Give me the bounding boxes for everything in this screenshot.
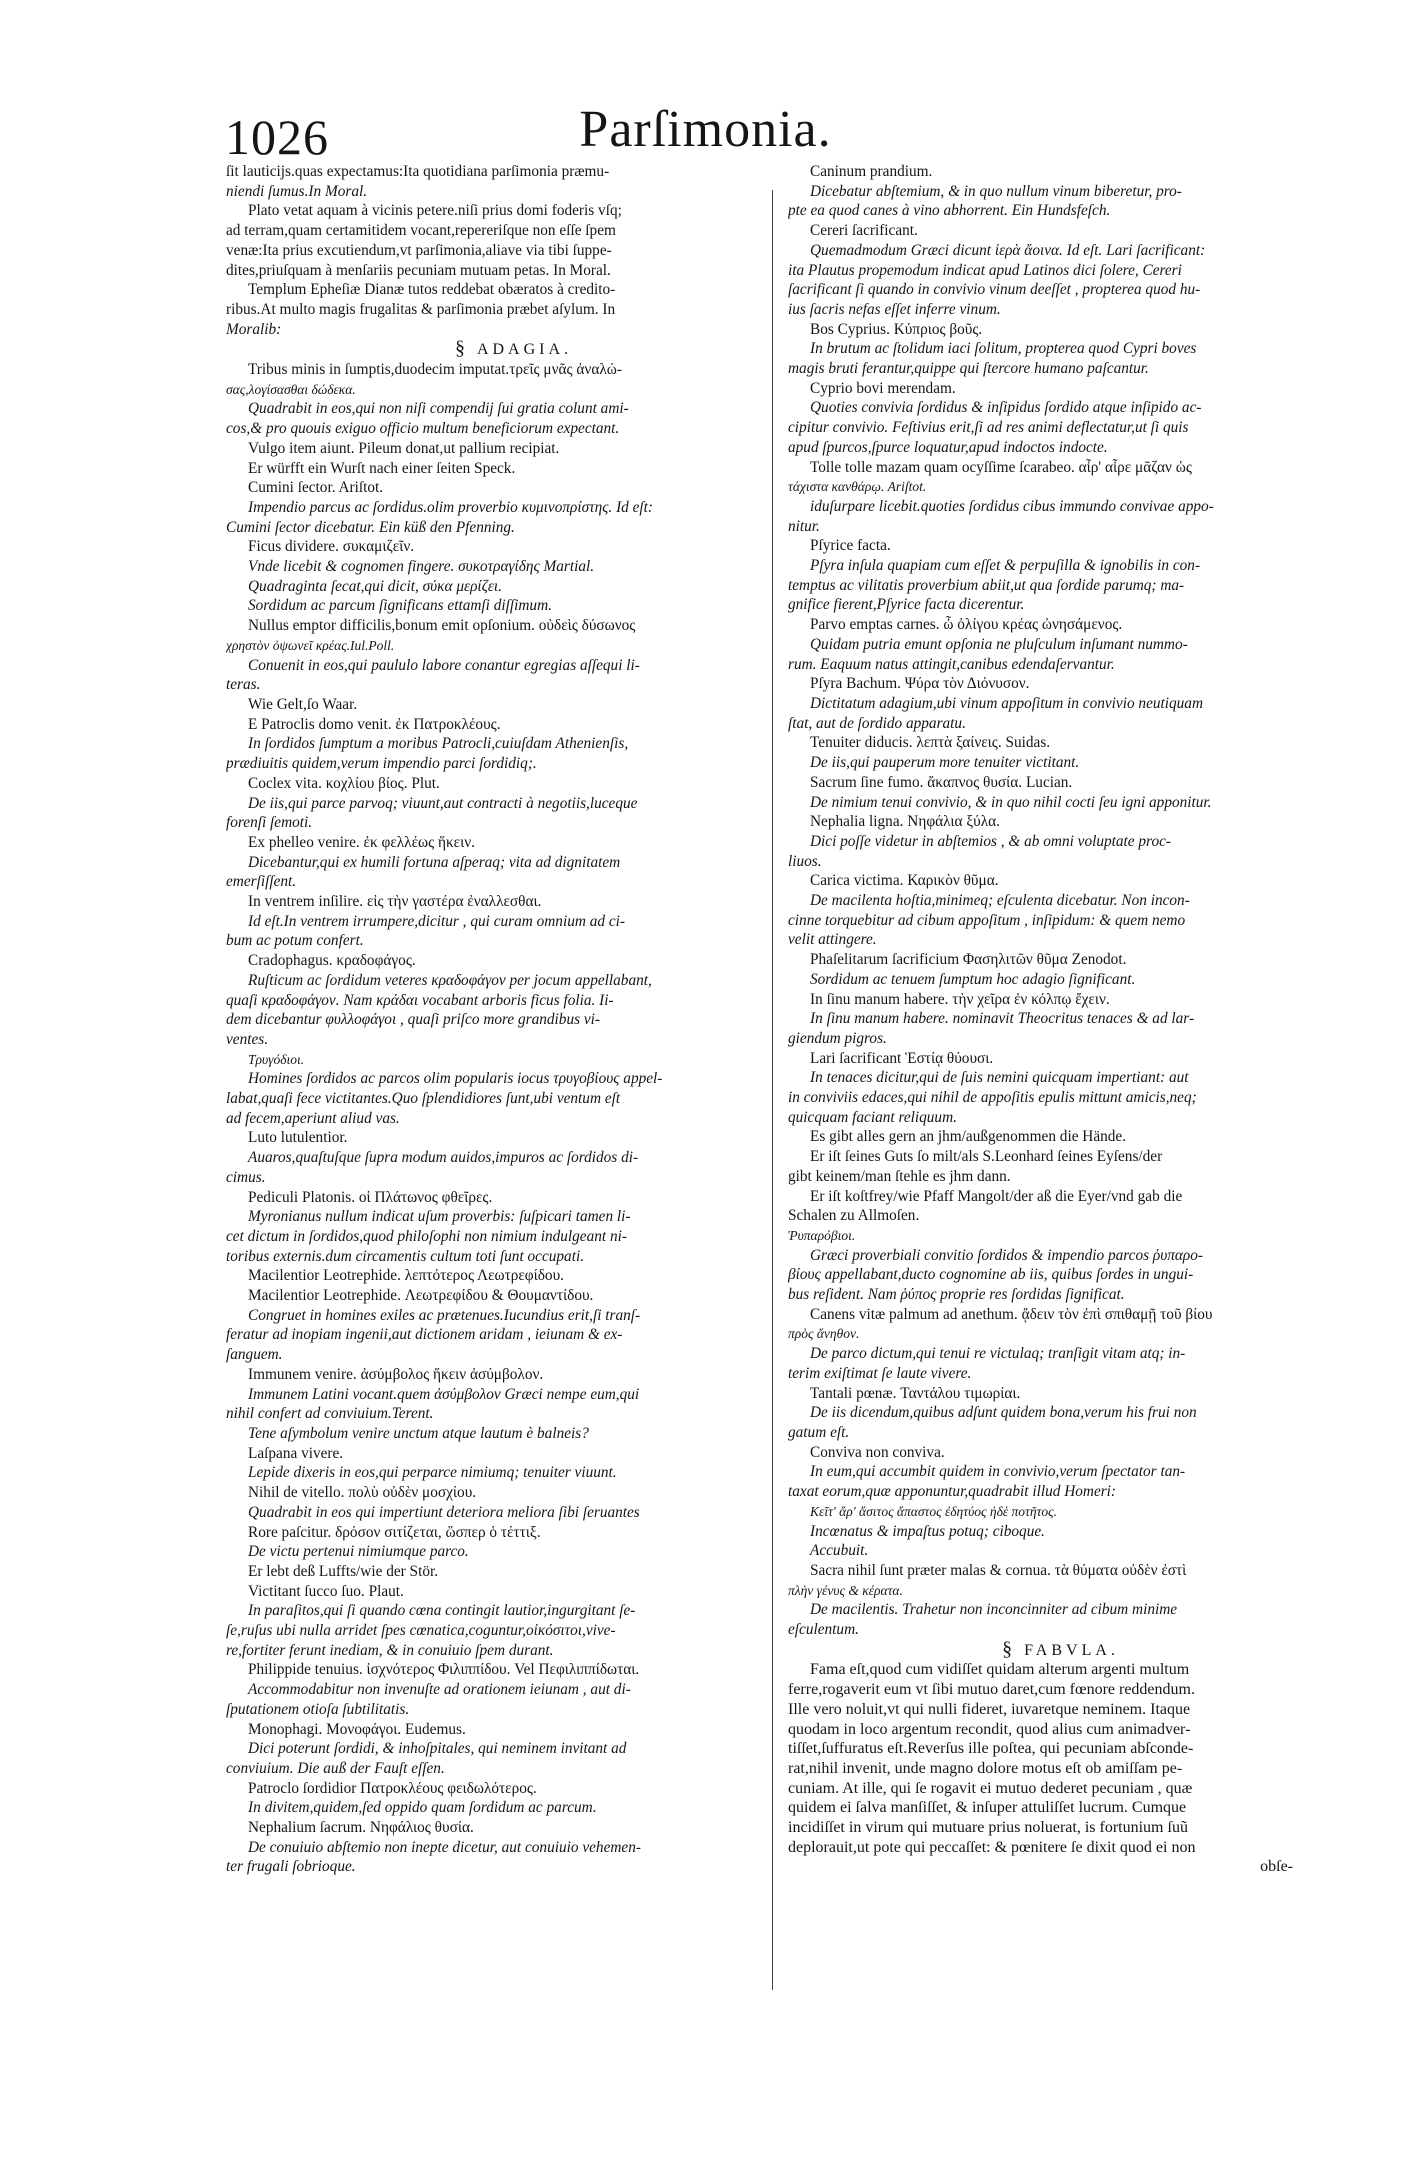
text-line: τάχιστα κανθάρῳ. Ariſtot. <box>788 479 927 495</box>
text-line: Quidam putria emunt opſonia ne pluſculum inſumant nummo- <box>810 635 1188 653</box>
text-line: Quadrabit in eos,qui non niſi compendij ſui gratia colunt ami- <box>248 400 629 418</box>
text-line: Pediculi Platonis. οἱ Πλάτωνος φθεῖρες. <box>248 1188 493 1206</box>
text-line: ſputationem otioſa ſubtilitatis. <box>226 1700 410 1718</box>
text-line: Er würfft ein Wurſt nach einer ſeiten Speck. <box>248 459 516 477</box>
text-line: venæ:Ita prius excutiendum,vt parſimonia,aliave via tibi ſuppe- <box>226 241 612 259</box>
text-line: ribus.At multo magis frugalitas & parſimonia præbet aſylum. In <box>226 300 616 318</box>
fabula-line: quodam in loco argentum recondit, quod alius cum animadver- <box>788 1720 1191 1738</box>
text-line: teras. <box>226 676 261 694</box>
text-line: E Patroclis domo venit. ἐκ Πατροκλέους. <box>248 715 501 733</box>
text-line: quicquam faciant reliquum. <box>788 1108 957 1126</box>
text-line: Id eſt.In ventrem irrumpere,dicitur , qui curam omnium ad ci- <box>248 912 625 930</box>
text-line: emerſiſſent. <box>226 873 297 891</box>
fabula-line: deplorauit,ut pote qui peccaſſet: & pœnitere ſe dixit quod ei non <box>788 1838 1196 1856</box>
text-line: Pſyra inſula quapiam cum eſſet & perpuſilla & ignobilis in con- <box>810 557 1201 575</box>
text-line: Quoties convivia ſordidus & inſipidus ſordido atque inſipido ac- <box>810 399 1202 417</box>
text-line: Dicebatur abſtemium, & in quo nullum vinum biberetur, pro- <box>810 182 1182 200</box>
text-line: Ῥυπαρόβιοι. <box>788 1227 856 1243</box>
text-line: Nullus emptor difficilis,bonum emit opſonium. οὐδεὶς δύσωνος <box>248 617 636 635</box>
text-line: Rore paſcitur. δρόσον σιτίζεται, ὥσπερ ὁ τέττιξ. <box>248 1523 541 1541</box>
text-line: In paraſitos,qui ſi quando cœna contingit lautior,ingurgitant ſe- <box>248 1602 636 1620</box>
text-line: rum. Eaquum natus attingit,canibus edendaſervantur. <box>788 655 1115 673</box>
page-number: 1026 <box>225 109 329 165</box>
text-line: dites,priuſquam à menſariis pecuniam mutuam petas. In Moral. <box>226 261 611 279</box>
text-line: Quadrabit in eos qui impertiunt deteriora meliora ſibi ſeruantes <box>248 1503 640 1521</box>
text-line: terim exiſtimat ſe laute vivere. <box>788 1364 972 1382</box>
paragraph-mark-icon: § <box>1002 1639 1017 1660</box>
text-line: Immunem venire. ἀσύμβολος ἥκειν ἀσύμβολον. <box>248 1365 544 1383</box>
text-line: Dici poterunt ſordidi, & inhoſpitales, qui neminem invitant ad <box>248 1740 627 1758</box>
column-rule <box>772 190 773 1990</box>
text-line: ventes. <box>226 1030 269 1048</box>
text-line: re,fortiter ferunt inediam, & in conuiuio ſpem durant. <box>226 1641 554 1659</box>
text-line: Phaſelitarum ſacrificium Φασηλιτῶν θῦμα Zenodot. <box>810 951 1127 969</box>
text-line: Es gibt alles gern an jhm/außgenommen die Hände. <box>810 1128 1127 1146</box>
text-line: In tenaces dicitur,qui de ſuis nemini quicquam impertiant: aut <box>810 1069 1189 1087</box>
text-line: πλὴν γένυς & κέρατα. <box>788 1582 903 1598</box>
text-line: labat,quaſi fece victitantes.Quo ſplendidiores ſunt,ubi ventum eſt <box>226 1090 621 1108</box>
text-line: Dicebantur,qui ex humili fortuna aſperaq; vita ad dignitatem <box>248 853 621 871</box>
text-line: Impendio parcus ac ſordidus.olim proverbio κυμινοπρίστης. Id eſt: <box>248 498 654 516</box>
text-line: Immunem Latini vocant.quem ἀσύμβολον Græci nempe eum,qui <box>248 1385 640 1403</box>
text-line: cipitur convivio. Feſtivius erit,ſi ad res animi deflectatur,ut ſi quis <box>788 419 1189 437</box>
text-line: pte ea quod canes à vino abhorrent. Ein Hundsfeſch. <box>788 202 1111 220</box>
text-line: Vnde licebit & cognomen fingere. συκοτραγίδης Martial. <box>248 558 595 576</box>
text-line: De parco dictum,qui tenui re victulaq; tranſigit vitam atq; in- <box>810 1345 1186 1363</box>
text-line: bum ac potum confert. <box>226 932 364 950</box>
text-line: De iis dicendum,quibus adſunt quidem bona,verum his frui non <box>810 1404 1197 1422</box>
text-line: ſanguem. <box>226 1346 283 1364</box>
text-line: Quadraginta ſecat,qui dicit, σύκα μερίζει. <box>248 577 502 595</box>
text-line: πρὸς ἄνηθον. <box>788 1326 860 1342</box>
text-line: Ruſticum ac ſordidum veteres κραδοφάγον per jocum appellabant, <box>248 971 652 989</box>
text-line: apud ſpurcos,ſpurce loquatur,apud indoctos indocte. <box>788 438 1108 456</box>
text-line: Canens vitæ palmum ad anethum. ᾄδειν τὸν ἐπὶ σπιθαμῇ τοῦ βίου <box>810 1305 1213 1323</box>
section-heading-label: ADAGIA. <box>476 341 573 359</box>
text-line: cimus. <box>226 1168 266 1186</box>
text-line: Philippide tenuius. ἰσχνότερος Φιλιππίδου. Vel Πεφιλιππίδωται. <box>248 1661 640 1679</box>
text-line: ſe,ruſus ubi nulla arridet ſpes cœnatica,coguntur,οἰκόσιτοι,vive- <box>226 1622 616 1640</box>
text-line: taxat eorum,quæ apponuntur,quadrabit illud Homeri: <box>788 1483 1117 1501</box>
text-line: nihil confert ad conviuium.Terent. <box>226 1405 434 1423</box>
text-line: Macilentior Leotrephide. Λεωτρεφίδου & Θουμαντίδου. <box>248 1287 594 1305</box>
text-line: De nimium tenui convivio, & in quo nihil cocti ſeu igni apponitur. <box>810 793 1212 811</box>
text-line: Cradophagus. κραδοφάγος. <box>248 952 416 970</box>
text-line: Tribus minis in ſumptis,duodecim imputat.τρεῖς μνᾶς ἀναλώ- <box>248 361 622 379</box>
text-line: Carica victima. Καρικὸν θῦμα. <box>810 872 999 890</box>
text-line: Vulgo item aiunt. Pileum donat,ut pallium recipiat. <box>248 439 560 457</box>
text-line: Pſyrice facta. <box>810 537 891 555</box>
text-line: Moralib: <box>226 320 282 338</box>
text-line: Bos Cyprius. Κύπριος βοῦς. <box>810 320 983 338</box>
text-line: Tenuiter diducis. λεπτὰ ξαίνεις. Suidas. <box>810 734 1051 752</box>
text-line: Luto lutulentior. <box>248 1129 348 1147</box>
text-line: cet dictum in ſordidos,quod philoſophi non nimium indulgeant ni- <box>226 1227 627 1245</box>
text-line: prædiuitis quidem,verum impendio parci ſordidiq;. <box>226 755 537 773</box>
text-line: velit attingere. <box>788 931 877 949</box>
text-line: De iis,qui pauperum more tenuiter victitant. <box>810 754 1080 772</box>
text-line: Tantali pœnæ. Ταντάλου τιμωρίαι. <box>810 1384 1021 1402</box>
left-column <box>226 162 761 1877</box>
fabula-body <box>788 1660 1293 1877</box>
text-line: Nihil de vitello. πολὺ οὐδὲν μοσχίου. <box>248 1484 477 1502</box>
text-line: In brutum ac ſtolidum iaci ſolitum, propterea quod Cypri boves <box>810 340 1197 358</box>
text-line: χρηστὸν ὀψωνεῖ κρέας.Iul.Poll. <box>226 637 395 653</box>
text-line: in conviviis edaces,qui nihil de appoſitis epulis mittunt amicis,neq; <box>788 1089 1197 1107</box>
text-line: Coclex vita. κοχλίου βίος. Plut. <box>248 774 440 792</box>
text-line: giendum pigros. <box>788 1029 887 1047</box>
text-line: In ventrem inſilire. εἰς τὴν γαστέρα ἐναλλεσθαι. <box>248 893 542 911</box>
text-line: gibt keinem/man ſtehle es jhm dann. <box>788 1167 1011 1185</box>
text-line: Sacrum ſine fumo. ἄκαπνος θυσία. Lucian. <box>810 773 1073 791</box>
text-line: ſtat, aut de ſordido apparatu. <box>788 714 966 732</box>
text-line: Homines ſordidos ac parcos olim popularis iocus τρυγοβίους appel- <box>248 1070 663 1088</box>
text-line: ter frugali ſobrioque. <box>226 1858 356 1876</box>
fabula-line: cuniam. At ille, qui ſe rogavit ei mutuo dederet pecuniam , quæ <box>788 1779 1193 1797</box>
text-line: Dici poſſe videtur in abſtemios , & ab omni voluptate proc- <box>810 832 1171 850</box>
text-line: Tolle tolle mazam quam ocyſſime ſcarabeo. αἶρ' αἶρε μᾶζαν ὡς <box>810 458 1192 476</box>
text-line: Templum Epheſiæ Dianæ tutos reddebat obæratos à credito- <box>248 281 616 299</box>
text-line: Monophagi. Μονοφάγοι. Eudemus. <box>248 1720 466 1738</box>
text-line: Pſyra Bachum. Ψύρα τὸν Διόνυσον. <box>810 675 1030 693</box>
text-line: Cumini ſector dicebatur. Ein küß den Pfenning. <box>226 518 515 536</box>
text-line: ius ſacris nefas eſſet inferre vinum. <box>788 300 1001 318</box>
text-line: De macilenta hoſtia,minimeq; eſculenta dicebatur. Non incon- <box>810 892 1190 910</box>
text-line: Lepide dixeris in eos,qui perparce nimiumq; tenuiter viuunt. <box>248 1464 617 1482</box>
section-heading-label: FABVLA. <box>1024 1641 1119 1659</box>
text-line: cinne torquebitur ad cibum appoſitum , inſipidum: & quem nemo <box>788 911 1186 929</box>
text-line: De conuiuio abſtemio non inepte dicetur, aut conuiuio vehemen- <box>248 1838 641 1856</box>
text-line: Caninum prandium. <box>810 163 933 180</box>
text-line: niendi ſumus.In Moral. <box>226 182 368 200</box>
text-line: Ex phelleo venire. ἐκ φελλέως ἥκειν. <box>248 833 475 851</box>
text-line: ad fecem,aperiunt aliud vas. <box>226 1109 400 1127</box>
text-line: ſacrificant ſi quando in convivio vinum deeſſet , propterea quod hu- <box>788 281 1201 299</box>
text-line: Accubuit. <box>810 1542 869 1560</box>
fabula-line: rat,nihil invenit, unde magno dolore motus eſt ob amiſſam pe- <box>788 1759 1183 1777</box>
text-line: Macilentior Leotrephide. λεπτότερος Λεωτρεφίδου. <box>248 1267 564 1285</box>
fabula-line: incidiſſet in virum qui mutuare prius noluerat, is fortunium ſuũ <box>788 1819 1188 1837</box>
text-line: Sordidum ac tenuem ſumptum hoc adagio ſignificant. <box>810 970 1136 988</box>
text-line: Quemadmodum Græci dicunt ἱερὰ ἄοινα. Id eſt. Lari ſacrificant: <box>810 241 1206 259</box>
text-line: Ficus dividere. συκαμιζεῖν. <box>248 538 415 556</box>
text-line: liuos. <box>788 852 822 870</box>
text-line: De macilentis. Trahetur non inconcinniter ad cibum minime <box>810 1601 1178 1619</box>
text-line: Τρυγόδιοι. <box>248 1051 305 1067</box>
text-line: Schalen zu Allmoſen. <box>788 1207 920 1225</box>
text-line: Auaros,quaſtuſque ſupra modum auidos,impuros ac ſordidos di- <box>248 1149 639 1167</box>
text-line: temptus ac vilitatis proverbium abiit,ut qua ſordide parumq; ma- <box>788 576 1185 594</box>
text-line: In ſordidos ſumptum a moribus Patrocli,cuiuſdam Athenienſis, <box>248 735 629 753</box>
section-heading <box>788 1640 1293 1661</box>
text-line: Plato vetat aquam à vicinis petere.niſi prius domi foderis vſq; <box>248 202 622 220</box>
text-line: forenſi ſemoti. <box>226 814 313 832</box>
fabula-line: quidem ei ſalva manſiſſet, & inſuper attuliſſet lucrum. Cumque <box>788 1799 1187 1817</box>
text-line: nitur. <box>788 517 820 535</box>
text-line: In divitem,quidem,ſed oppido quam ſordidum ac parcum. <box>248 1799 597 1817</box>
right-column <box>788 162 1293 1877</box>
text-line: ita Plautus propemodum indicat apud Latinos dici ſolere, Cereri <box>788 261 1182 279</box>
text-line: Victitant ſucco ſuo. Plaut. <box>248 1582 404 1600</box>
text-line: gnifice fierent,Pſyrice facta dicerentur. <box>788 596 1025 614</box>
text-line: Cumini ſector. Ariſtot. <box>248 479 384 497</box>
text-line: feratur ad inopiam ingenii,aut dictionem aridam , ieiunam & ex- <box>226 1326 623 1344</box>
text-line: Κεῖτ' ἄρ' ἄσιτος ἄπαστος ἐδητύος ἠδὲ ποτῆτος. <box>810 1503 1058 1519</box>
text-line: Laſpana vivere. <box>248 1444 344 1462</box>
text-line: Er iſt koſtfrey/wie Pfaff Mangolt/der aß die Eyer/vnd gab die <box>810 1187 1183 1205</box>
text-line: Accommodabitur non invenuſte ad orationem ieiunam , aut di- <box>248 1681 631 1699</box>
text-line: conviuium. Die auß der Fauſt eſſen. <box>226 1759 445 1777</box>
text-line: σας,λογίσασθαι δώδεκα. <box>226 381 356 397</box>
text-line: Nephalium ſacrum. Νηφάλιος θυσία. <box>248 1819 474 1837</box>
text-line: Cereri ſacrificant. <box>810 222 918 240</box>
text-line: In eum,qui accumbit quidem in convivio,verum ſpectator tan- <box>810 1463 1186 1481</box>
text-line: Patroclo ſordidior Πατροκλέους φειδωλότερος. <box>248 1779 537 1797</box>
text-line: Cyprio bovi merendam. <box>810 379 956 397</box>
text-line: Sacra nihil ſunt præter malas & cornua. τὰ θύματα οὐδὲν ἐστὶ <box>810 1561 1187 1579</box>
text-line: De victu pertenui nimiumque parco. <box>248 1543 469 1561</box>
text-line: eſculentum. <box>788 1621 859 1639</box>
text-line: iduſurpare licebit.quoties ſordidus cibus immundo convivae appo- <box>810 497 1214 515</box>
fabula-line: obſe- <box>1260 1858 1293 1876</box>
text-line: Lari ſacrificant Ἑστίᾳ θύουσι. <box>810 1049 994 1067</box>
text-line: Myronianus nullum indicat uſum proverbis: ſuſpicari tamen li- <box>248 1208 631 1226</box>
text-line: bus reſident. Nam ῥύπος proprie res ſordidas ſignificat. <box>788 1286 1125 1304</box>
paragraph-mark-icon: § <box>454 339 469 360</box>
text-line: Congruet in homines exiles ac prætenues.Iucundius erit,ſi tranſ- <box>248 1306 641 1324</box>
text-line: Nephalia ligna. Νηφάλια ξύλα. <box>810 813 1000 831</box>
text-line: βίους appellabant,ducto cognomine ab iis, quibus ſordes in ungui- <box>788 1266 1194 1284</box>
text-line: ſit lauticijs.quas expectamus:Ita quotidiana parſimonia præmu- <box>226 163 610 180</box>
fabula-line: ferre,rogaverit eum vt ſibi mutuo daret,cum fœnore reddendum. <box>788 1681 1195 1699</box>
text-line: Parvo emptas carnes. ὦ ὀλίγου κρέας ὠνησάμενος. <box>810 616 1123 634</box>
text-line: dem dicebantur φυλλοφάγοι , quaſi priſco more grandibus vi- <box>226 1011 601 1029</box>
fabula-line: Fama eſt,quod cum vidiſſet quidam alterum argenti multum <box>810 1661 1190 1679</box>
text-line: In ſinu manum habere. nominavit Theocritus tenaces & ad lar- <box>810 1010 1195 1028</box>
text-line: ad terram,quam certamitidem vocant,repereriſque non eſſe ſpem <box>226 222 616 240</box>
text-line: magis bruti ferantur,quippe qui ſtercore humano paſcantur. <box>788 360 1149 378</box>
text-line: De iis,qui parce parvoq; viuunt,aut contracti à negotiis,luceque <box>248 794 638 812</box>
text-line: Incœnatus & impaſtus potuq; ciboque. <box>810 1522 1045 1540</box>
text-line: Conuenit in eos,qui paululo labore conantur egregias aſſequi li- <box>248 656 640 674</box>
text-line: gatum eſt. <box>788 1424 850 1441</box>
text-line: Dictitatum adagium,ubi vinum appoſitum in convivio neutiquam <box>810 694 1203 712</box>
text-line: Er iſt ſeines Guts ſo milt/als S.Leonhard ſeines Eyſens/der <box>810 1148 1163 1166</box>
text-line: Wie Gelt,ſo Waar. <box>248 695 358 713</box>
text-line: quaſi κραδοφάγον. Nam κράδαι vocabant arboris ficus folia. Ii- <box>226 991 614 1009</box>
section-heading <box>226 339 761 360</box>
text-line: Conviva non conviva. <box>810 1443 945 1461</box>
fabula-line: tiſſet,ſuffuratus eſt.Reverſus ille poſtea, qui pecuniam abſconde- <box>788 1740 1194 1758</box>
text-line: In ſinu manum habere. τὴν χεῖρα ἐν κόλπῳ ἔχειν. <box>810 990 1110 1008</box>
text-line: toribus externis.dum circamentis cultum toti ſunt occupati. <box>226 1247 585 1265</box>
text-line: Sordidum ac parcum ſignificans ettamſi diſſimum. <box>248 597 552 615</box>
text-line: Er lebt deß Luffts/wie der Stör. <box>248 1562 439 1580</box>
running-head: Parſimonia. <box>579 101 832 158</box>
fabula-line: Ille vero noluit,vt qui nulli fideret, iuvaretque neminem. Itaque <box>788 1700 1191 1718</box>
text-line: Tene aſymbolum venire unctum atque lautum è balneis? <box>248 1425 589 1442</box>
text-line: Græci proverbiali convitio ſordidos & impendio parcos ῥυπαρο- <box>810 1246 1204 1264</box>
text-line: cos,& pro quouis exiguo officio multum beneficiorum expectant. <box>226 420 620 438</box>
